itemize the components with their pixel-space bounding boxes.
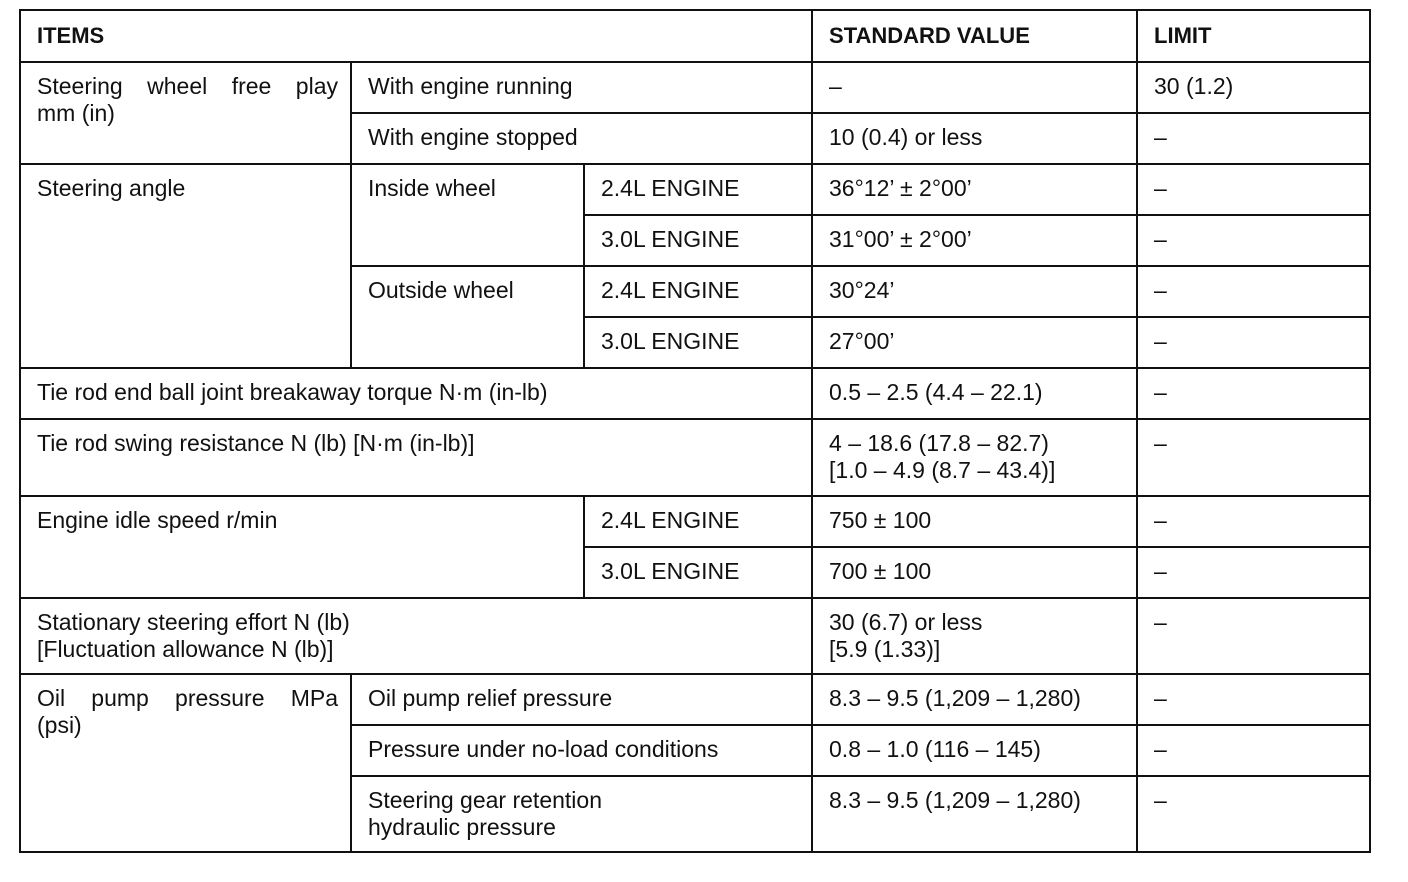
idle-speed-label: Engine idle speed r/min [20,496,584,598]
oil-pump-retention-limit: – [1137,776,1370,852]
idle-24-limit: – [1137,496,1370,547]
outside-24-limit: – [1137,266,1370,317]
header-row [20,10,1370,62]
steering-specifications-table [19,9,1371,853]
steering-effort-label [20,598,812,674]
oil-pump-retention-label-line2: hydraulic pressure [368,814,556,840]
steering-effort-standard-line1: 30 (6.7) or less [829,609,983,635]
idle-24-standard: 750 ± 100 [812,496,1137,547]
table-row [20,598,1370,674]
table-row [20,164,1370,215]
oil-pump-relief-standard: 8.3 – 9.5 (1,209 – 1,280) [812,674,1137,725]
oil-pump-retention-standard: 8.3 – 9.5 (1,209 – 1,280) [812,776,1137,852]
tie-rod-swing-standard-line1: 4 – 18.6 (17.8 – 82.7) [829,430,1049,456]
header-items: ITEMS [20,10,812,62]
tie-rod-torque-limit: – [1137,368,1370,419]
oil-pump-retention-label-line1: Steering gear retention [368,787,602,813]
table-row [20,368,1370,419]
inside-24-standard: 36°12’ ± 2°00’ [812,164,1137,215]
free-play-label-line2: mm (in) [37,100,115,126]
outside-30-limit: – [1137,317,1370,368]
tie-rod-swing-standard [812,419,1137,496]
tie-rod-swing-standard-line2: [1.0 – 4.9 (8.7 – 43.4)] [829,457,1056,483]
oil-pump-label [20,674,351,852]
inside-wheel-label: Inside wheel [351,164,584,266]
steering-effort-label-line2: [Fluctuation allowance N (lb)] [37,636,334,662]
idle-24-engine: 2.4L ENGINE [584,496,812,547]
outside-30-engine: 3.0L ENGINE [584,317,812,368]
tie-rod-torque-standard: 0.5 – 2.5 (4.4 – 22.1) [812,368,1137,419]
steering-effort-standard [812,598,1137,674]
steering-effort-standard-line2: [5.9 (1.33)] [829,636,941,662]
outside-wheel-label: Outside wheel [351,266,584,368]
inside-30-standard: 31°00’ ± 2°00’ [812,215,1137,266]
outside-24-standard: 30°24’ [812,266,1137,317]
inside-30-engine: 3.0L ENGINE [584,215,812,266]
tie-rod-swing-limit: – [1137,419,1370,496]
oil-pump-label-line1: Oil pump pressure MPa [37,685,338,711]
outside-30-standard: 27°00’ [812,317,1137,368]
steering-angle-label: Steering angle [20,164,351,368]
free-play-label-line1: Steering wheel free play [37,73,338,99]
table-row [20,419,1370,496]
table-row [20,496,1370,547]
free-play-stopped-label: With engine stopped [351,113,812,164]
steering-effort-label-line1: Stationary steering effort N (lb) [37,609,350,635]
free-play-stopped-limit: – [1137,113,1370,164]
inside-24-engine: 2.4L ENGINE [584,164,812,215]
oil-pump-no-load-label: Pressure under no-load conditions [351,725,812,776]
oil-pump-retention-label [351,776,812,852]
idle-30-engine: 3.0L ENGINE [584,547,812,598]
steering-effort-limit: – [1137,598,1370,674]
oil-pump-label-line2: (psi) [37,712,82,738]
oil-pump-no-load-standard: 0.8 – 1.0 (116 – 145) [812,725,1137,776]
free-play-running-limit: 30 (1.2) [1137,62,1370,113]
inside-24-limit: – [1137,164,1370,215]
oil-pump-no-load-limit: – [1137,725,1370,776]
tie-rod-swing-label: Tie rod swing resistance N (lb) [N·m (in-lb)] [20,419,812,496]
tie-rod-torque-label: Tie rod end ball joint breakaway torque N·m (in-lb) [20,368,812,419]
table-row [20,674,1370,725]
free-play-running-label: With engine running [351,62,812,113]
idle-30-standard: 700 ± 100 [812,547,1137,598]
header-limit: LIMIT [1137,10,1370,62]
free-play-label [20,62,351,164]
free-play-running-standard: – [812,62,1137,113]
table-row [20,62,1370,113]
oil-pump-relief-limit: – [1137,674,1370,725]
idle-30-limit: – [1137,547,1370,598]
header-standard-value: STANDARD VALUE [812,10,1137,62]
free-play-stopped-standard: 10 (0.4) or less [812,113,1137,164]
outside-24-engine: 2.4L ENGINE [584,266,812,317]
inside-30-limit: – [1137,215,1370,266]
oil-pump-relief-label: Oil pump relief pressure [351,674,812,725]
